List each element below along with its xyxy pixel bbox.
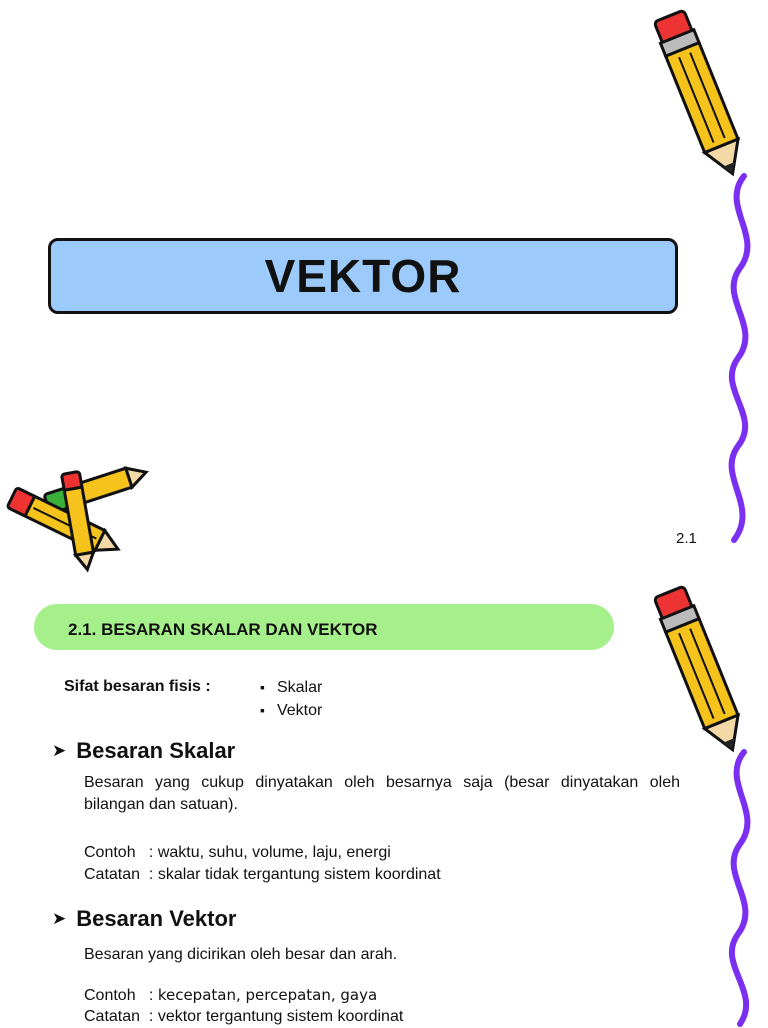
example-label: Contoh :: [84, 987, 158, 1004]
slide-number: 2.1: [676, 530, 697, 547]
vector-heading: [52, 906, 236, 932]
vector-description: Besaran yang dicirikan oleh besar dan arah.: [84, 946, 398, 963]
note-label: Catatan :: [84, 866, 158, 883]
vector-note: [84, 1006, 403, 1028]
example-label: Contoh :: [84, 844, 158, 861]
pencil-icon: [640, 578, 760, 760]
scalar-heading: [52, 738, 235, 764]
scalar-description: Besaran yang cukup dinyatakan oleh besarnya saja (besar dinyatakan oleh bilangan dan satuan).: [84, 774, 680, 813]
scalar-note: [84, 864, 441, 886]
note-value: vektor tergantung sistem koordinat: [157, 1008, 404, 1025]
arrow-bullet-icon: ➤: [52, 909, 67, 928]
arrow-bullet-icon: ➤: [52, 741, 67, 760]
title-box: [48, 238, 678, 314]
scalar-example: [84, 842, 391, 864]
squiggle-line-decoration: [700, 752, 768, 1024]
properties-list: [260, 676, 322, 722]
list-item: ▪ Skalar: [260, 676, 322, 699]
example-value: waktu, suhu, volume, laju, energi: [157, 844, 391, 861]
vector-heading-text: Besaran Vektor: [76, 906, 237, 931]
properties-label: Sifat besaran fisis :: [64, 678, 211, 695]
crossed-pencils-icon: [0, 462, 160, 572]
vector-example: [84, 984, 377, 1007]
pencil-icon: [640, 2, 760, 184]
slide-title-text: VEKTOR: [264, 250, 462, 302]
note-value: skalar tidak tergantung sistem koordinat: [157, 866, 441, 883]
slide-content: [0, 576, 768, 1024]
example-value: kecepatan, percepatan, gaya: [157, 986, 378, 1004]
section-title: 2.1. BESARAN SKALAR DAN VEKTOR: [68, 620, 378, 639]
squiggle-line-decoration: [700, 176, 768, 540]
note-label: Catatan :: [84, 1008, 158, 1025]
scalar-heading-text: Besaran Skalar: [76, 738, 236, 763]
list-item: ▪ Vektor: [260, 699, 322, 722]
